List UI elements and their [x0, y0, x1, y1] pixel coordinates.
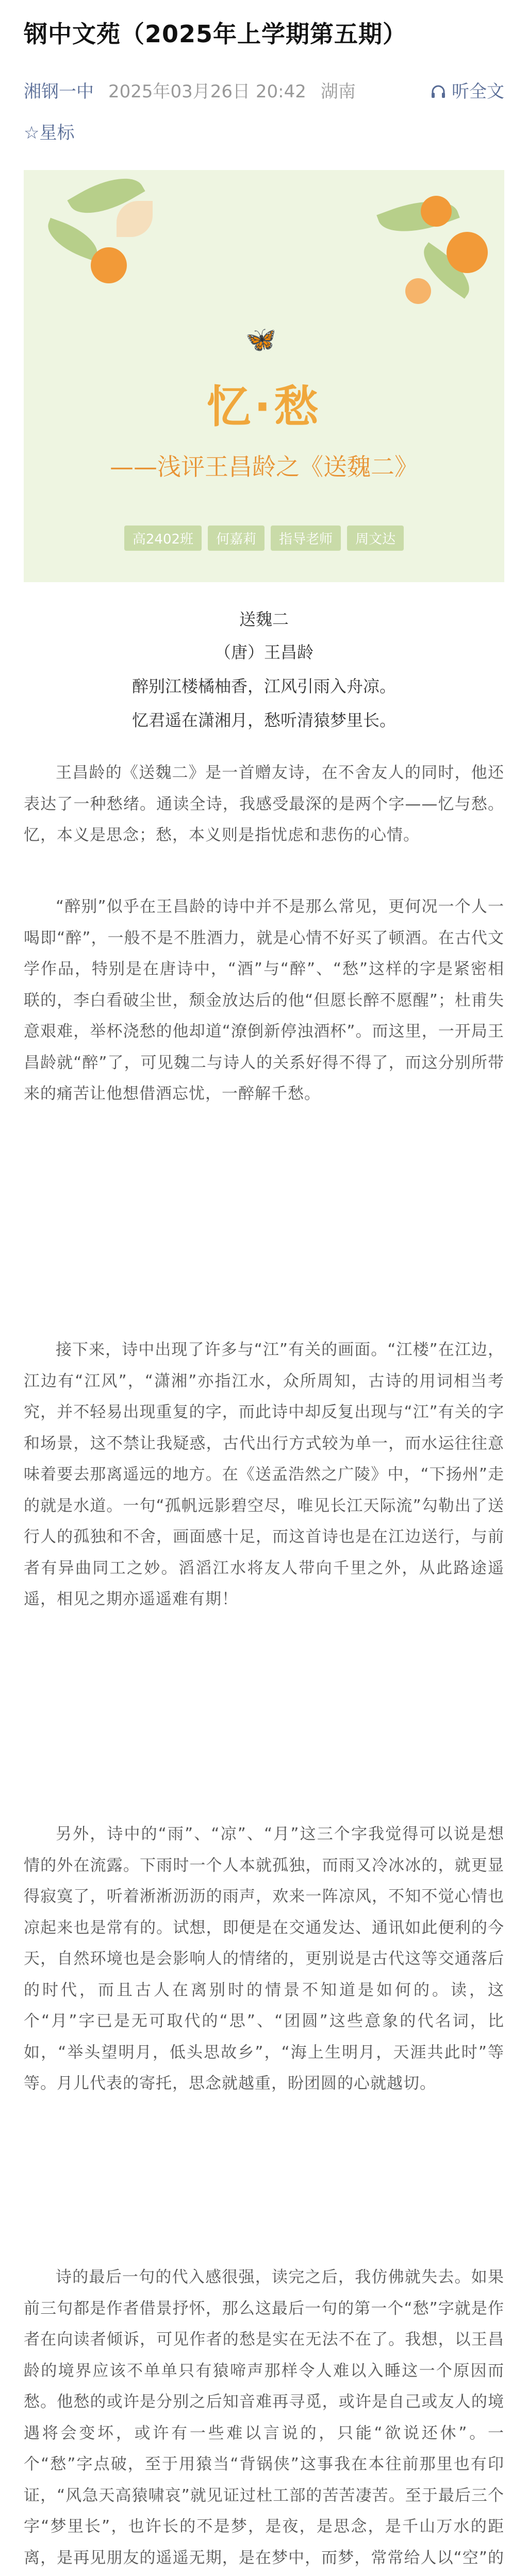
article-paragraph: 王昌龄的《送魏二》是一首赠友诗，在不舍友人的同时，他还表达了一种愁绪。通读全诗，我感受最深的是两个字——忆与愁。忆，本义是思念；愁，本义则是指忧虑和悲伤的心情。 — [24, 764, 504, 844]
flower-decoration — [421, 196, 452, 227]
poem-line: 忆君遥在潇湘月，愁听清猿梦里长。 — [131, 710, 396, 730]
article-title: 钢中文苑（2025年上学期第五期） — [24, 20, 407, 48]
article-paragraph: 诗的最后一句的代入感很强，读完之后，我仿佛就失去。如果前三句都是作者借景抒怀，那么这最后一句的第一个“愁”字就是作者在向读者倾诉，可见作者的愁是实在无法不在了。我想，以王昌龄的境界应该不单单只有猿啼声那样令人难以入睡这一个原因而愁。他愁的或许是分别之后知音难再寻觅，或许是自己或友人的境遇将会变坏，或许有一些难以言说的，只能“欲说还休”。一个“愁”字点破，至于用猿当“背锅侠”这事我在本往前那里也有印证，“风急天高猿啸哀”就见证过杜工部的苦苦凄苦。至于最后三个字“梦里长”，也许长的不是梦，是夜，是思念，是千山万水的距离，是再见朋友的遥遥无期，是在梦中，而梦，常常给人以“空”的 — [24, 2268, 504, 2567]
banner-tag: 高2402班 — [124, 526, 202, 551]
article-header — [0, 0, 528, 170]
account-name[interactable]: 湘钢一中 — [24, 81, 94, 102]
publish-location: 湖南 — [320, 81, 356, 102]
flower-decoration — [447, 232, 488, 273]
banner-title: 忆·愁 — [206, 381, 322, 433]
poem-author: （唐）王昌龄 — [214, 642, 314, 662]
banner-tag: 何嘉莉 — [208, 526, 265, 551]
flower-decoration — [91, 247, 127, 283]
article-paragraph: 接下来，诗中出现了许多与“江”有关的画面。“江楼”在江边，江边有“江风”，“潇湘”亦指江水，众所周知，古诗的用词相当考究，并不轻易出现重复的字，而此诗中却反复出现与“江”有关的字和场景，这不禁让我疑惑，古代出行方式较为单一，而水运往往意味着要去那离遥远的地方。在《送孟浩然之广陵》中，“下扬州”走的就是水道。一句“孤帆远影碧空尽，唯见长江天际流”勾勒出了送行人的孤独和不舍，画面感十足，而这首诗也是在江边送行，与前者有异曲同工之妙。滔滔江水将友人带向千里之外，从此路途遥遥，相见之期亦遥遥难有期！ — [24, 1341, 504, 1608]
banner-tag: 周文达 — [347, 526, 404, 551]
publish-date: 2025年03月26日 20:42 — [108, 81, 306, 102]
listen-label: 听全文 — [452, 81, 504, 102]
star-label: 星标 — [39, 123, 75, 143]
cover-banner — [24, 170, 504, 582]
poem-line: 醉别江楼橘柚香，江风引雨入舟凉。 — [131, 676, 396, 696]
butterfly-icon: 🦋 — [245, 325, 276, 354]
headphones-icon — [431, 81, 452, 102]
banner-tags — [24, 526, 504, 551]
article-meta — [24, 77, 356, 103]
article-paragraph: 另外，诗中的“雨”、“凉”、“月”这三个字我觉得可以说是想情的外在流露。下雨时一个人本就孤独，而雨又冷冰冰的，就更显得寂寞了，听着淅淅沥沥的雨声，欢来一阵凉风，不知不觉心情也凉起来也是常有的。试想，即便是在交通发达、通讯如此便利的今天，自然环境也是会影响人的情绪的，更别说是古代这等交通落后的时代，而且古人在离别时的情景不知道是如何的。读，这个“月”字已是无可取代的“思”、“团圆”这些意象的代名词，比如，“举头望明月，低头思故乡”，“海上生明月，天涯共此时”等等。月儿代表的寄托，思念就越重，盼团圆的心就越切。 — [24, 1825, 504, 2093]
listen-button[interactable] — [431, 77, 504, 103]
banner-tag: 指导老师 — [271, 526, 341, 551]
article-paragraph: “醉别”似乎在王昌龄的诗中并不是那么常见，更何况一个人一喝即“醉”，一般不是不胜酒力，就是心情不好买了顿酒。在古代文学作品，特别是在唐诗中，“酒”与“醉”、“愁”这样的字是紧密相联的，李白看破尘世，颓金放达后的他“但愿长醉不愿醒”；杜甫失意艰难，举杯浇愁的他却道“潦倒新停浊酒杯”。而这里，一开局王昌龄就“醉”了，可见魏二与诗人的关系好得不得了，而这分别所带来的痛苦让他想借酒忘忧，一醉解千愁。 — [24, 897, 504, 1103]
petal-decoration — [117, 201, 153, 237]
star-button[interactable] — [24, 118, 74, 144]
banner-subtitle: ——浅评王昌龄之《送魏二》 — [110, 453, 418, 481]
flower-decoration — [405, 278, 431, 304]
poem-title: 送魏二 — [239, 609, 289, 629]
star-icon: ☆ — [24, 123, 40, 143]
